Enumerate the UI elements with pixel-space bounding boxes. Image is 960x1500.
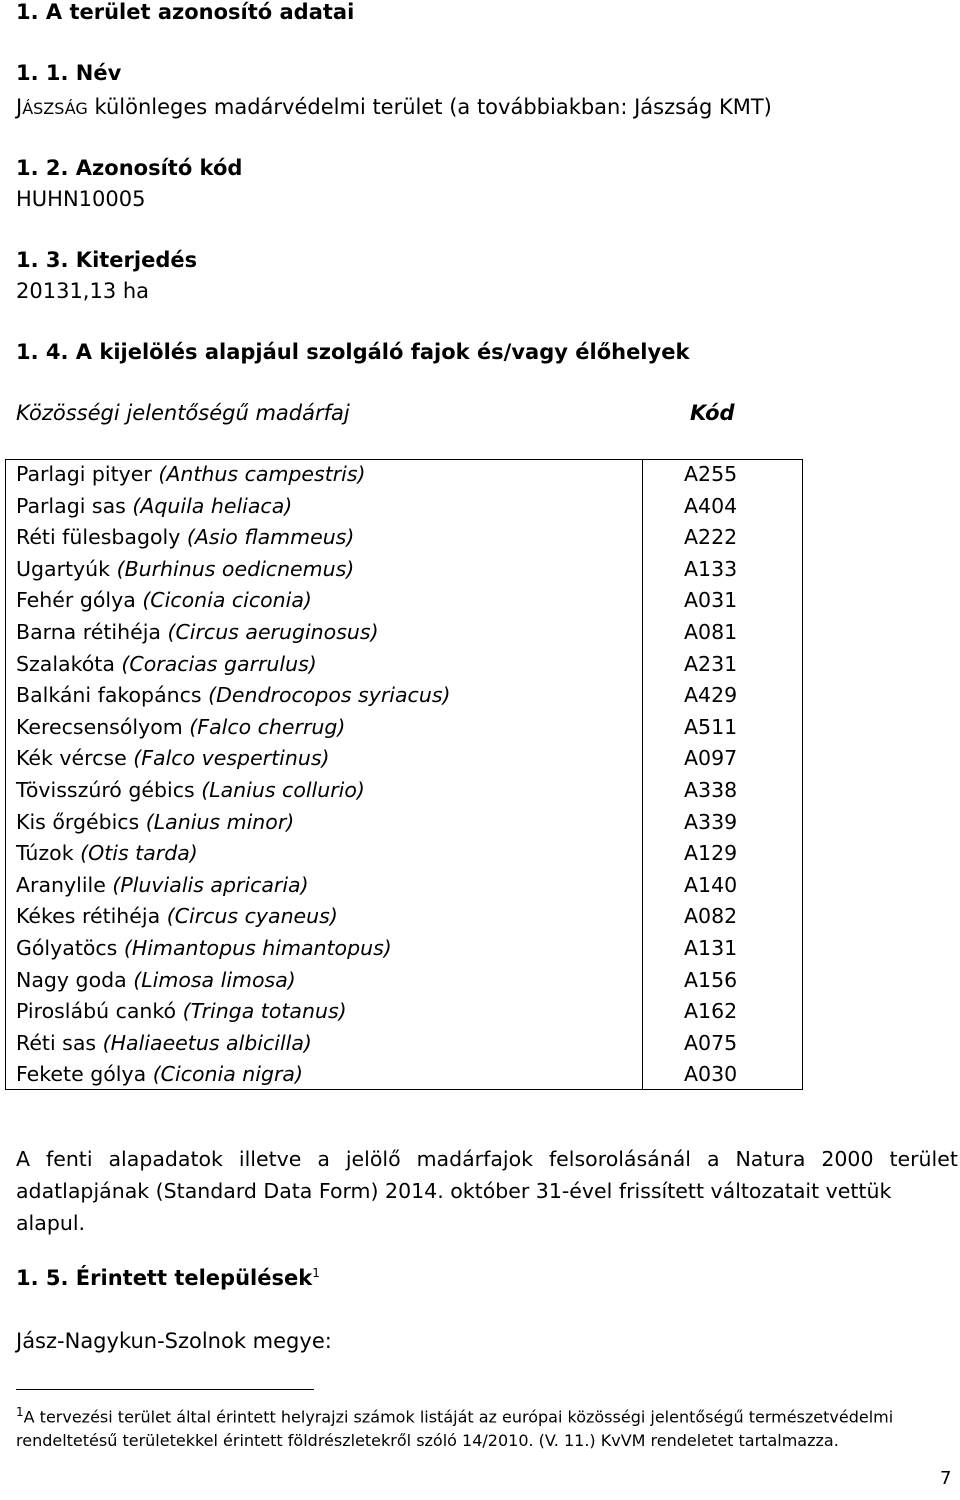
species-common-name: Fehér gólya [16,588,136,613]
species-common-name: Túzok [16,841,74,866]
species-name [16,462,366,486]
species-name [16,904,338,928]
species-name [16,588,312,612]
species-code: A222 [684,525,738,550]
note-word: felsorolásánál [548,1147,691,1171]
species-name [16,620,379,644]
species-latin-name: (Coracias garrulus) [121,651,317,676]
extent-value: 20131,13 ha [16,279,150,303]
note-word: a [706,1147,720,1171]
species-latin-name: (Himantopus himantopus) [123,936,392,960]
species-latin-name: (Aquila heliaca) [132,493,293,518]
table-row [6,776,804,807]
species-code: A404 [684,493,738,518]
species-common-name: Piroslábú cankó [16,999,177,1024]
note-word: jelölő [345,1147,401,1171]
species-code: A129 [684,841,738,866]
species-latin-name: (Tringa totanus) [182,999,347,1024]
table-row [6,871,804,902]
species-common-name: Nagy goda [16,967,127,992]
page-number: 7 [940,1468,952,1489]
species-latin-name: (Otis tarda) [80,841,198,866]
species-common-name: Fekete gólya [16,1062,147,1087]
table-row [6,934,804,965]
table-row [6,744,804,775]
species-common-name: Gólyatöcs [16,936,118,960]
name-heading: 1. 1. Név [16,61,122,85]
table-row [6,618,804,649]
extent-heading: 1. 3. Kiterjedés [16,248,198,272]
footnote-line-2: rendeltetésű területekkel érintett földrészletekről szóló 14/2010. (V. 11.) KvVM rendeletet tartalmazza. [16,1431,839,1450]
species-latin-name: (Falco vespertinus) [133,746,330,771]
section-title: 1. A terület azonosító adatai [16,0,355,24]
species-name [16,841,198,865]
species-name [16,968,296,992]
code-value: HUHN10005 [16,187,146,211]
footnote-ref: 1 [312,1266,320,1280]
note-paragraph [16,1143,958,1239]
note-word: madárfajok [416,1147,534,1171]
species-latin-name: (Limosa limosa) [133,967,296,992]
note-word: A [16,1147,31,1171]
species-latin-name: (Circus cyaneus) [166,904,338,929]
table-row [6,681,804,712]
species-latin-name: (Ciconia ciconia) [142,588,312,613]
species-latin-name: (Lanius minor) [145,809,295,834]
table-row [6,902,804,933]
species-code: A140 [684,872,738,897]
species-code: A511 [684,714,738,739]
species-common-name: Kerecsensólyom [16,714,183,739]
species-name [16,525,354,549]
table-row [6,997,804,1028]
settlements-heading [16,1266,320,1290]
species-code: A162 [684,999,738,1024]
species-name [16,873,309,897]
table-row [6,839,804,870]
species-code: A231 [684,651,738,676]
species-common-name: Kékes rétihéja [16,904,161,929]
species-code: A030 [684,1062,738,1087]
species-common-name: Ugartyúk [16,556,111,581]
species-common-name: Réti fülesbagoly [16,525,181,550]
species-common-name: Balkáni fakopáncs [16,683,202,708]
table-row [6,650,804,681]
species-common-name: Parlagi sas [16,493,126,518]
table-row [6,713,804,744]
species-name [16,936,392,960]
species-code: A097 [684,746,738,771]
name-value-initial: J [16,95,23,119]
table-row [6,1029,804,1060]
species-latin-name: (Falco cherrug) [189,714,346,739]
footnote-line-1 [16,1405,893,1426]
note-line-1 [16,1143,958,1175]
note-line-2: adatlapjának (Standard Data Form) 2014. október 31-ével frissített változatait vettük alapul. [16,1179,892,1235]
species-code: A082 [684,904,738,929]
species-name [16,778,365,802]
species-code: A133 [684,556,738,581]
table-row [6,460,804,491]
species-latin-name: (Dendrocopos syriacus) [208,683,451,708]
species-common-name: Réti sas [16,1030,97,1055]
species-latin-name: (Circus aeruginosus) [167,620,379,644]
species-common-name: Kis őrgébics [16,809,140,834]
species-latin-name: (Lanius collurio) [201,778,365,802]
footnote-text-1: A tervezési terület által érintett helyrajzi számok listáját az európai közösségi jelentőségű természetvédelmi [23,1407,894,1427]
species-code: A339 [684,809,738,834]
species-name [16,557,354,581]
name-value-smallcaps: ÁSZSÁG [22,99,88,118]
species-code: A031 [684,588,738,613]
note-word: terület [889,1147,958,1171]
species-name [16,494,292,518]
species-name [16,715,345,739]
species-code: A075 [684,1030,738,1055]
note-word: illetve [238,1147,302,1171]
species-code: A156 [684,967,738,992]
species-code: A255 [684,462,738,486]
species-name [16,652,317,676]
species-common-name: Kék vércse [16,746,127,771]
species-name [16,810,294,834]
species-latin-name: (Haliaeetus albicilla) [102,1030,312,1055]
footnote-rule [16,1389,314,1390]
species-name [16,1031,312,1055]
species-common-name: Barna rétihéja [16,620,161,644]
table-row [6,555,804,586]
species-code: A429 [684,683,738,708]
table-row [6,492,804,523]
name-value [16,95,772,119]
species-table [5,459,803,1090]
species-name [16,999,347,1023]
species-latin-name: (Ciconia nigra) [152,1062,303,1087]
species-latin-name: (Asio flammeus) [186,525,355,550]
table-row [6,523,804,554]
species-code: A081 [684,620,738,644]
species-name [16,746,330,770]
note-word: fenti [45,1147,93,1171]
col-header-species: Közösségi jelentőségű madárfaj [16,401,350,425]
species-latin-name: (Anthus campestris) [158,462,366,486]
note-word: 2000 [821,1147,874,1171]
settlements-heading-text: 1. 5. Érintett települések [16,1266,313,1290]
note-word: Natura [735,1147,806,1171]
table-row [6,1060,804,1091]
table-row [6,808,804,839]
species-heading: 1. 4. A kijelölés alapjául szolgáló fajok és/vagy élőhelyek [16,340,690,364]
species-name [16,1062,303,1086]
table-row [6,966,804,997]
footnote-mark: 1 [16,1405,24,1419]
note-word: a [317,1147,330,1171]
species-name [16,683,451,707]
species-latin-name: (Burhinus oedicnemus) [116,556,355,581]
species-common-name: Parlagi pityer [16,462,152,486]
col-header-code: Kód [690,401,735,425]
species-latin-name: (Pluvialis apricaria) [112,872,309,897]
species-common-name: Aranylile [16,872,106,897]
table-row [6,586,804,617]
species-code: A338 [684,778,738,802]
name-value-rest: különleges madárvédelmi terület (a továbbiakban: Jászság KMT) [87,95,772,119]
note-word: alapadatok [108,1147,223,1171]
species-common-name: Tövisszúró gébics [16,778,195,802]
county-label: Jász-Nagykun-Szolnok megye: [16,1329,332,1353]
species-common-name: Szalakóta [16,651,115,676]
species-code: A131 [684,936,738,960]
code-heading: 1. 2. Azonosító kód [16,156,243,180]
